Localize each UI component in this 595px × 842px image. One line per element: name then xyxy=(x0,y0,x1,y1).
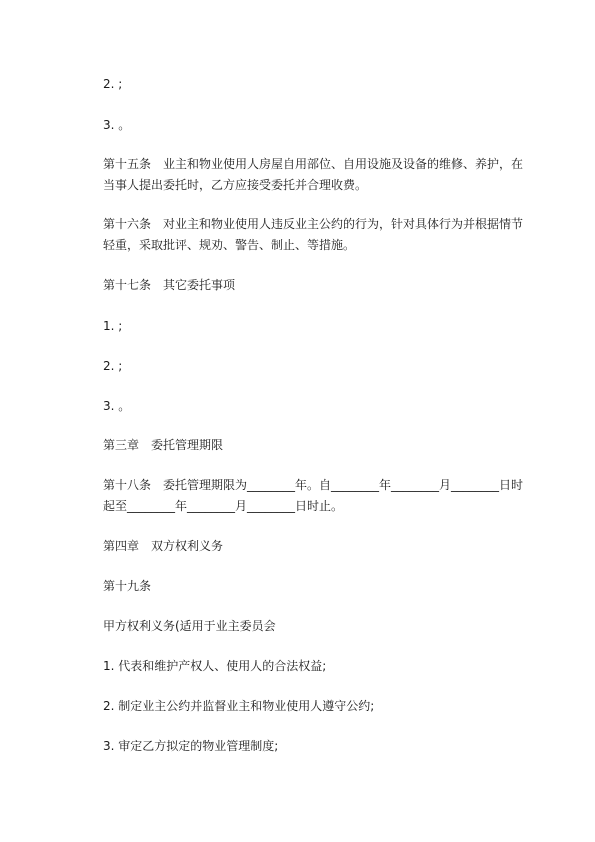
list-item: 1. ; xyxy=(103,319,123,333)
article-16-line-2: 轻重，采取批评、规劝、警告、制止、等措施。 xyxy=(103,238,356,252)
chapter-4-heading: 第四章 双方权利义务 xyxy=(103,539,224,553)
article-18-line-2: 起至________年________月________日时止。 xyxy=(103,499,344,513)
list-item: 1. 代表和维护产权人、使用人的合法权益; xyxy=(103,659,327,673)
list-item: 3. 。 xyxy=(103,399,131,413)
list-item: 2. ; xyxy=(103,77,123,91)
article-15-line-1: 第十五条 业主和物业使用人房屋自用部位、自用设施及设备的维修、养护，在 xyxy=(103,157,524,171)
chapter-3-heading: 第三章 委托管理期限 xyxy=(103,438,224,452)
article-15-line-2: 当事人提出委托时，乙方应接受委托并合理收费。 xyxy=(103,178,368,192)
list-item: 2. ; xyxy=(103,359,123,373)
party-a-heading: 甲方权利义务(适用于业主委员会 xyxy=(103,619,276,633)
list-item: 3. 审定乙方拟定的物业管理制度; xyxy=(103,739,279,753)
article-18-line-1: 第十八条 委托管理期限为________年。自________年________月________日时 xyxy=(103,478,524,492)
list-item: 3. 。 xyxy=(103,118,131,132)
article-17: 第十七条 其它委托事项 xyxy=(103,278,236,292)
list-item: 2. 制定业主公约并监督业主和物业使用人遵守公约; xyxy=(103,699,375,713)
article-16-line-1: 第十六条 对业主和物业使用人违反业主公约的行为，针对具体行为并根据情节 xyxy=(103,217,524,231)
article-19: 第十九条 xyxy=(103,579,152,593)
